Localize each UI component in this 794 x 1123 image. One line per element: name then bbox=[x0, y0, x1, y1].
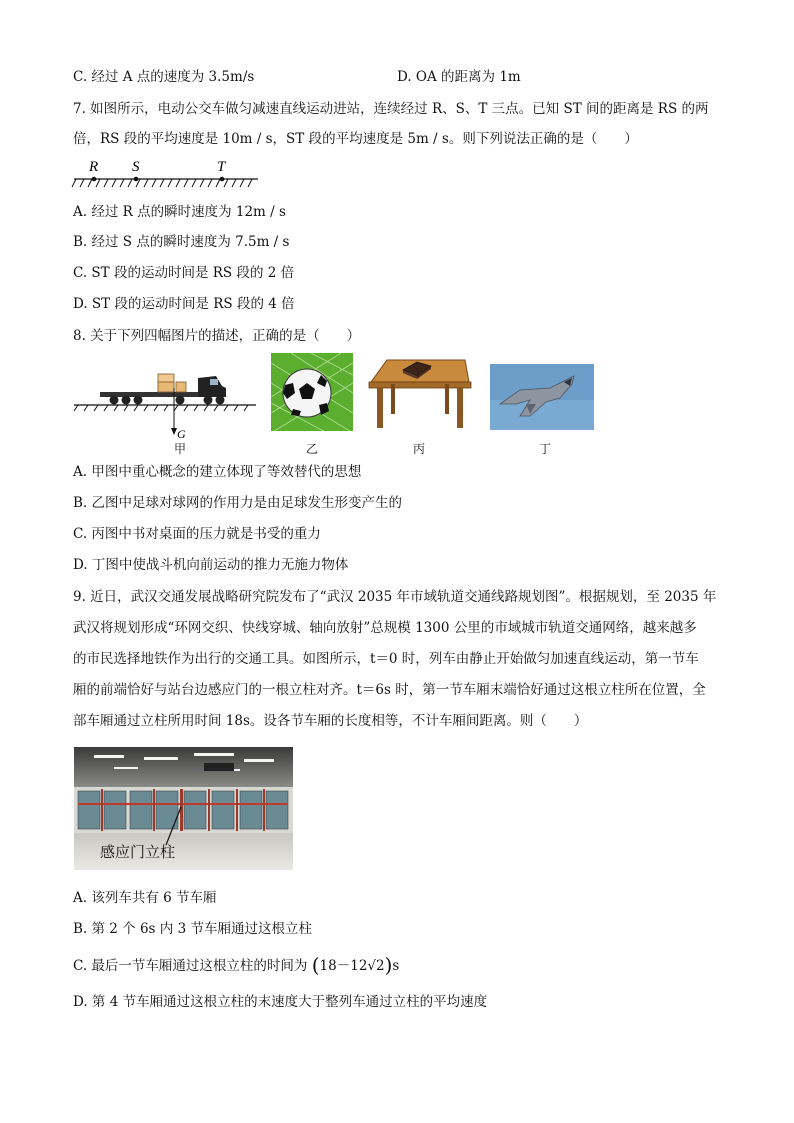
point-t-label: T bbox=[217, 159, 226, 175]
q7-option-b: B. 经过 S 点的瞬时速度为 7.5m / s bbox=[73, 234, 290, 250]
q7-rst-diagram bbox=[70, 155, 265, 195]
q8-option-c: C. 丙图中书对桌面的压力就是书受的重力 bbox=[73, 526, 321, 542]
q6-option-d: D. OA 的距离为 1m bbox=[397, 69, 521, 85]
q9-option-c-unit: s bbox=[392, 958, 400, 974]
truck-figure bbox=[70, 358, 260, 443]
right-paren: ) bbox=[384, 953, 393, 977]
q6-option-c: C. 经过 A 点的速度为 3.5m/s bbox=[73, 69, 255, 85]
caption-yi: 乙 bbox=[306, 442, 319, 456]
q9-option-c-expr: 18－12√2 bbox=[319, 958, 385, 974]
caption-bing: 丙 bbox=[413, 442, 426, 456]
q7-option-c: C. ST 段的运动时间是 RS 段的 2 倍 bbox=[73, 265, 295, 281]
q8-option-a: A. 甲图中重心概念的建立体现了等效替代的思想 bbox=[73, 464, 362, 480]
q9-stem-line1: 9. 近日，武汉交通发展战略研究院发布了“武汉 2035 年市域轨道交通线路规划图”。根据规划，至 2035 年 bbox=[73, 589, 717, 605]
pillar-label: 感应门立柱 bbox=[100, 843, 176, 861]
q9-option-d: D. 第 4 节车厢通过这根立柱的末速度大于整列车通过立柱的平均速度 bbox=[73, 994, 488, 1010]
point-r-dot bbox=[92, 177, 97, 182]
q9-option-c bbox=[73, 955, 399, 976]
q7-stem-line1: 7. 如图所示，电动公交车做匀减速直线运动进站，连续经过 R、S、T 三点。已知 ST 间的距离是 RS 的两 bbox=[73, 101, 709, 117]
q8-option-d: D. 丁图中使战斗机向前运动的推力无施力物体 bbox=[73, 557, 349, 573]
point-t-dot bbox=[220, 177, 225, 182]
point-s-dot bbox=[134, 177, 139, 182]
q9-stem-line3: 的市民选择地铁作为出行的交通工具。如图所示，t＝0 时，列车由静止开始做匀加速直线运动，第一节车 bbox=[73, 651, 699, 667]
q9-stem-line4: 厢的前端恰好与站台边感应门的一根立柱对齐。t＝6s 时，第一节车厢末端恰好通过这根立柱所在位置，全 bbox=[73, 682, 706, 698]
q9-option-a: A. 该列车共有 6 节车厢 bbox=[73, 890, 217, 906]
q7-stem-line2: 倍，RS 段的平均速度是 10m / s，ST 段的平均速度是 5m / s。则下列说法正确的是（ ） bbox=[73, 131, 638, 147]
q9-option-c-text: C. 最后一节车厢通过这根立柱的时间为 bbox=[73, 958, 308, 974]
q9-option-b: B. 第 2 个 6s 内 3 节车厢通过这根立柱 bbox=[73, 921, 312, 937]
point-r-label: R bbox=[89, 159, 99, 175]
soccer-net-figure bbox=[271, 353, 353, 431]
q9-stem-line2: 武汉将规划形成“环网交织、快线穿城、轴向放射”总规模 1300 公里的市域城市轨道交通网络，越来越多 bbox=[73, 620, 697, 636]
point-s-label: S bbox=[132, 159, 140, 175]
caption-ding: 丁 bbox=[539, 442, 552, 456]
gravity-label: G bbox=[177, 427, 186, 441]
subway-platform-photo bbox=[74, 747, 293, 870]
caption-jia: 甲 bbox=[174, 442, 187, 456]
q8-option-b: B. 乙图中足球对球网的作用力是由足球发生形变产生的 bbox=[73, 495, 403, 511]
table-book-figure bbox=[365, 354, 473, 430]
fighter-jet-figure bbox=[490, 364, 594, 430]
q7-option-a: A. 经过 R 点的瞬时速度为 12m / s bbox=[73, 204, 286, 220]
q8-stem: 8. 关于下列四幅图片的描述，正确的是（ ） bbox=[73, 328, 361, 344]
q7-option-d: D. ST 段的运动时间是 RS 段的 4 倍 bbox=[73, 296, 295, 312]
left-paren: ( bbox=[311, 953, 320, 977]
q9-stem-line5: 部车厢通过立柱所用时间 18s。设各节车厢的长度相等，不计车厢间距离。则（ ） bbox=[73, 713, 588, 729]
